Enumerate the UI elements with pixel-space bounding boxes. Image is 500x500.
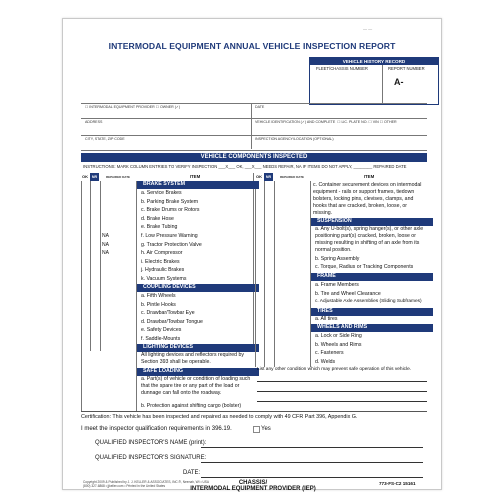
col-repaired: REPAIRED DATE — [279, 175, 305, 179]
wheels-items — [315, 332, 427, 366]
col-ok: OK — [256, 174, 262, 179]
copyright-text: Copyright 2009 & Published by J. J. KELLER & ASSOCIATES, INC.®, Neenah, WI • USA — [83, 480, 209, 484]
suspension-c: c. Torque, Radius or Tracking Components — [315, 264, 414, 270]
list-item: b. Wheels and Rims — [315, 341, 362, 348]
coupling-items — [141, 292, 253, 344]
safe-loading-heading: SAFE LOADING — [137, 368, 259, 376]
divider — [255, 181, 256, 281]
chassis-label: CHASSIS/ — [238, 480, 268, 486]
list-item: NA h. Air Compressor — [102, 250, 183, 257]
suspension-a: a. Any U-bolt(s), spring hanger(s), or other axle positioning part(s) cracked, broken, loose or missing resulting in shifting of an axle from its normal position. — [315, 226, 424, 253]
list-item: b. Parking Brake System — [141, 198, 199, 205]
vehicle-history-record — [309, 57, 439, 105]
lighting-text: All lighting devices and reflectors required by Section 393 shall be operable. — [141, 352, 244, 365]
left-column-header — [81, 173, 253, 181]
divider — [251, 103, 252, 149]
divider — [274, 281, 275, 367]
list-item: j. Hydraulic Brakes — [141, 267, 185, 274]
safe-loading-b: b. Protection against shifting cargo (bolster) — [141, 403, 242, 409]
phone-text: (800) 327-6868 • jjkeller.com • Printed in the United States — [83, 484, 166, 488]
other-condition-line[interactable] — [257, 401, 427, 402]
yes-checkbox[interactable] — [253, 426, 260, 433]
frame-heading: FRAME — [311, 273, 433, 281]
tires-heading: TIRES — [311, 308, 433, 316]
date-label-footer: DATE: — [183, 470, 201, 476]
inspection-form — [62, 18, 442, 490]
list-item: NA g. Tractor Protection Valve — [102, 241, 202, 248]
container-securement-text: c. Container securement devices on intermodal equipment - rails or support frames, tiedown bolsters, locking pins, clevises, clamps, and hooks that are cracked, broken, loose, or missing. — [313, 182, 422, 216]
list-item: d. Welds — [315, 358, 336, 365]
list-item: c. Brake Drums or Rotors — [141, 207, 200, 214]
lighting-devices-heading: LIGHTING DEVICES — [137, 344, 259, 352]
form-number: 773-FS-C2 15161 — [379, 481, 416, 486]
list-item: a. Lock or Side Ring — [315, 333, 362, 339]
list-item: e. Brake Tubing — [141, 224, 178, 231]
other-condition-line[interactable] — [257, 391, 427, 392]
divider — [81, 103, 427, 104]
list-item: c. Drawbar/Towbar Eye — [141, 310, 195, 317]
list-item: b. Pintle Hooks — [141, 301, 176, 308]
list-item: a. Frame Members — [315, 282, 359, 288]
list-item: a. Fifth Wheels — [141, 293, 176, 299]
provider-footer-label: INTERMODAL EQUIPMENT PROVIDER (IEP) — [190, 486, 316, 492]
coupling-devices-heading: COUPLING DEVICES — [137, 284, 259, 292]
list-item: c. Adjustable Axle Assemblies (Sliding Subframes) — [315, 299, 422, 305]
divider — [81, 150, 427, 151]
divider — [255, 281, 256, 367]
components-heading: VEHICLE COMPONENTS INSPECTED — [81, 153, 427, 162]
fleet-chassis-label: FLEET/CHASSIS NUMBER — [316, 66, 368, 71]
divider — [81, 135, 427, 136]
brake-system-heading: BRAKE SYSTEM — [137, 181, 259, 189]
qualification-text: I meet the inspector qualification requirements in 396.19. — [81, 426, 232, 432]
vehicle-id-label[interactable]: VEHICLE IDENTIFICATION (✓) AND COMPLETE ☐ LIC. PLATE NO. ☐ VIN ☐ OTHER — [255, 120, 397, 124]
report-prefix[interactable]: A- — [394, 77, 404, 87]
divider — [382, 65, 383, 104]
brake-items — [81, 189, 253, 284]
inspector-signature-field[interactable] — [201, 462, 423, 463]
list-item: k. Vacuum Systems — [141, 275, 187, 282]
divider — [81, 411, 427, 412]
col-repaired: REPAIRED DATE — [105, 175, 131, 179]
list-item: d. Drawbar/Towbar Tongue — [141, 318, 203, 325]
suspension-b: b. Spring Assembly — [315, 256, 360, 262]
frame-items — [315, 281, 427, 307]
yes-label: Yes — [261, 426, 271, 432]
date-label: DATE — [255, 105, 265, 109]
divider — [264, 181, 265, 281]
provider-checkbox-label[interactable]: ☐ INTERMODAL EQUIPMENT PROVIDER ☐ OWNER (✓) — [85, 105, 181, 109]
list-item: a. Service Brakes — [141, 190, 182, 196]
certification-text: Certification: This vehicle has been inspected and repaired as needed to comply with 49 CFR Part 396, Appendix G. — [81, 414, 358, 420]
list-item: c. Fasteners — [315, 350, 344, 357]
col-item: ITEM — [363, 174, 375, 179]
form-title: INTERMODAL EQUIPMENT ANNUAL VEHICLE INSPECTION REPORT — [108, 41, 396, 51]
agency-label: INSPECTION AGENCY/LOCATION (OPTIONAL) — [255, 137, 334, 141]
col-item: ITEM — [189, 174, 201, 179]
inspector-name-field[interactable] — [201, 447, 423, 448]
divider — [136, 351, 137, 411]
corner-mark: — — — [363, 26, 373, 31]
divider — [310, 181, 311, 281]
other-condition-text: List any other condition which may prevent safe operation of this vehicle. — [257, 367, 412, 372]
suspension-heading: SUSPENSION — [311, 218, 433, 226]
inspector-name-label: QUALIFIED INSPECTOR'S NAME (print): — [95, 440, 207, 446]
wheels-rims-heading: WHEELS AND RIMS — [311, 324, 433, 332]
city-label: CITY, STATE, ZIP CODE — [85, 137, 125, 141]
list-item: b. Tire and Wheel Clearance — [315, 290, 381, 297]
right-column-header — [255, 173, 427, 181]
inspector-signature-label: QUALIFIED INSPECTOR'S SIGNATURE: — [95, 455, 207, 461]
vehicle-history-heading: VEHICLE HISTORY RECORD — [310, 58, 438, 65]
instructions: INSTRUCTIONS: MARK COLUMN ENTRIES TO VERIFY INSPECTION ___X___ OK, ___X___ NEEDS REPAIR, NA IF ITEMS DO NOT APPLY, ________ REPAIRED DATE — [83, 164, 407, 169]
other-condition-line[interactable] — [257, 381, 427, 382]
list-item: NA f. Low Pressure Warning — [102, 232, 198, 239]
list-item: i. Electric Brakes — [141, 258, 180, 265]
divider — [81, 351, 82, 411]
list-item: e. Safety Devices — [141, 327, 182, 334]
list-item: d. Brake Hose — [141, 215, 174, 222]
list-item: f. Saddle-Mounts — [141, 335, 181, 342]
col-needs-repair: NR — [91, 175, 98, 179]
report-number-label: REPORT NUMBER — [388, 66, 425, 71]
divider — [253, 173, 254, 351]
tires-item: a. All tires — [315, 316, 338, 322]
date-field[interactable] — [201, 477, 423, 478]
col-needs-repair: NR — [265, 175, 272, 179]
address-label: ADDRESS — [85, 120, 103, 124]
safe-loading-a: a. Part(s) of vehicle or condition of loading such that the spare tire or any part of the load or dunnage can fall onto the roadway. — [141, 376, 251, 396]
divider — [274, 181, 275, 281]
col-ok: OK — [82, 174, 88, 179]
divider — [264, 281, 265, 367]
divider — [310, 281, 311, 367]
divider — [81, 118, 427, 119]
